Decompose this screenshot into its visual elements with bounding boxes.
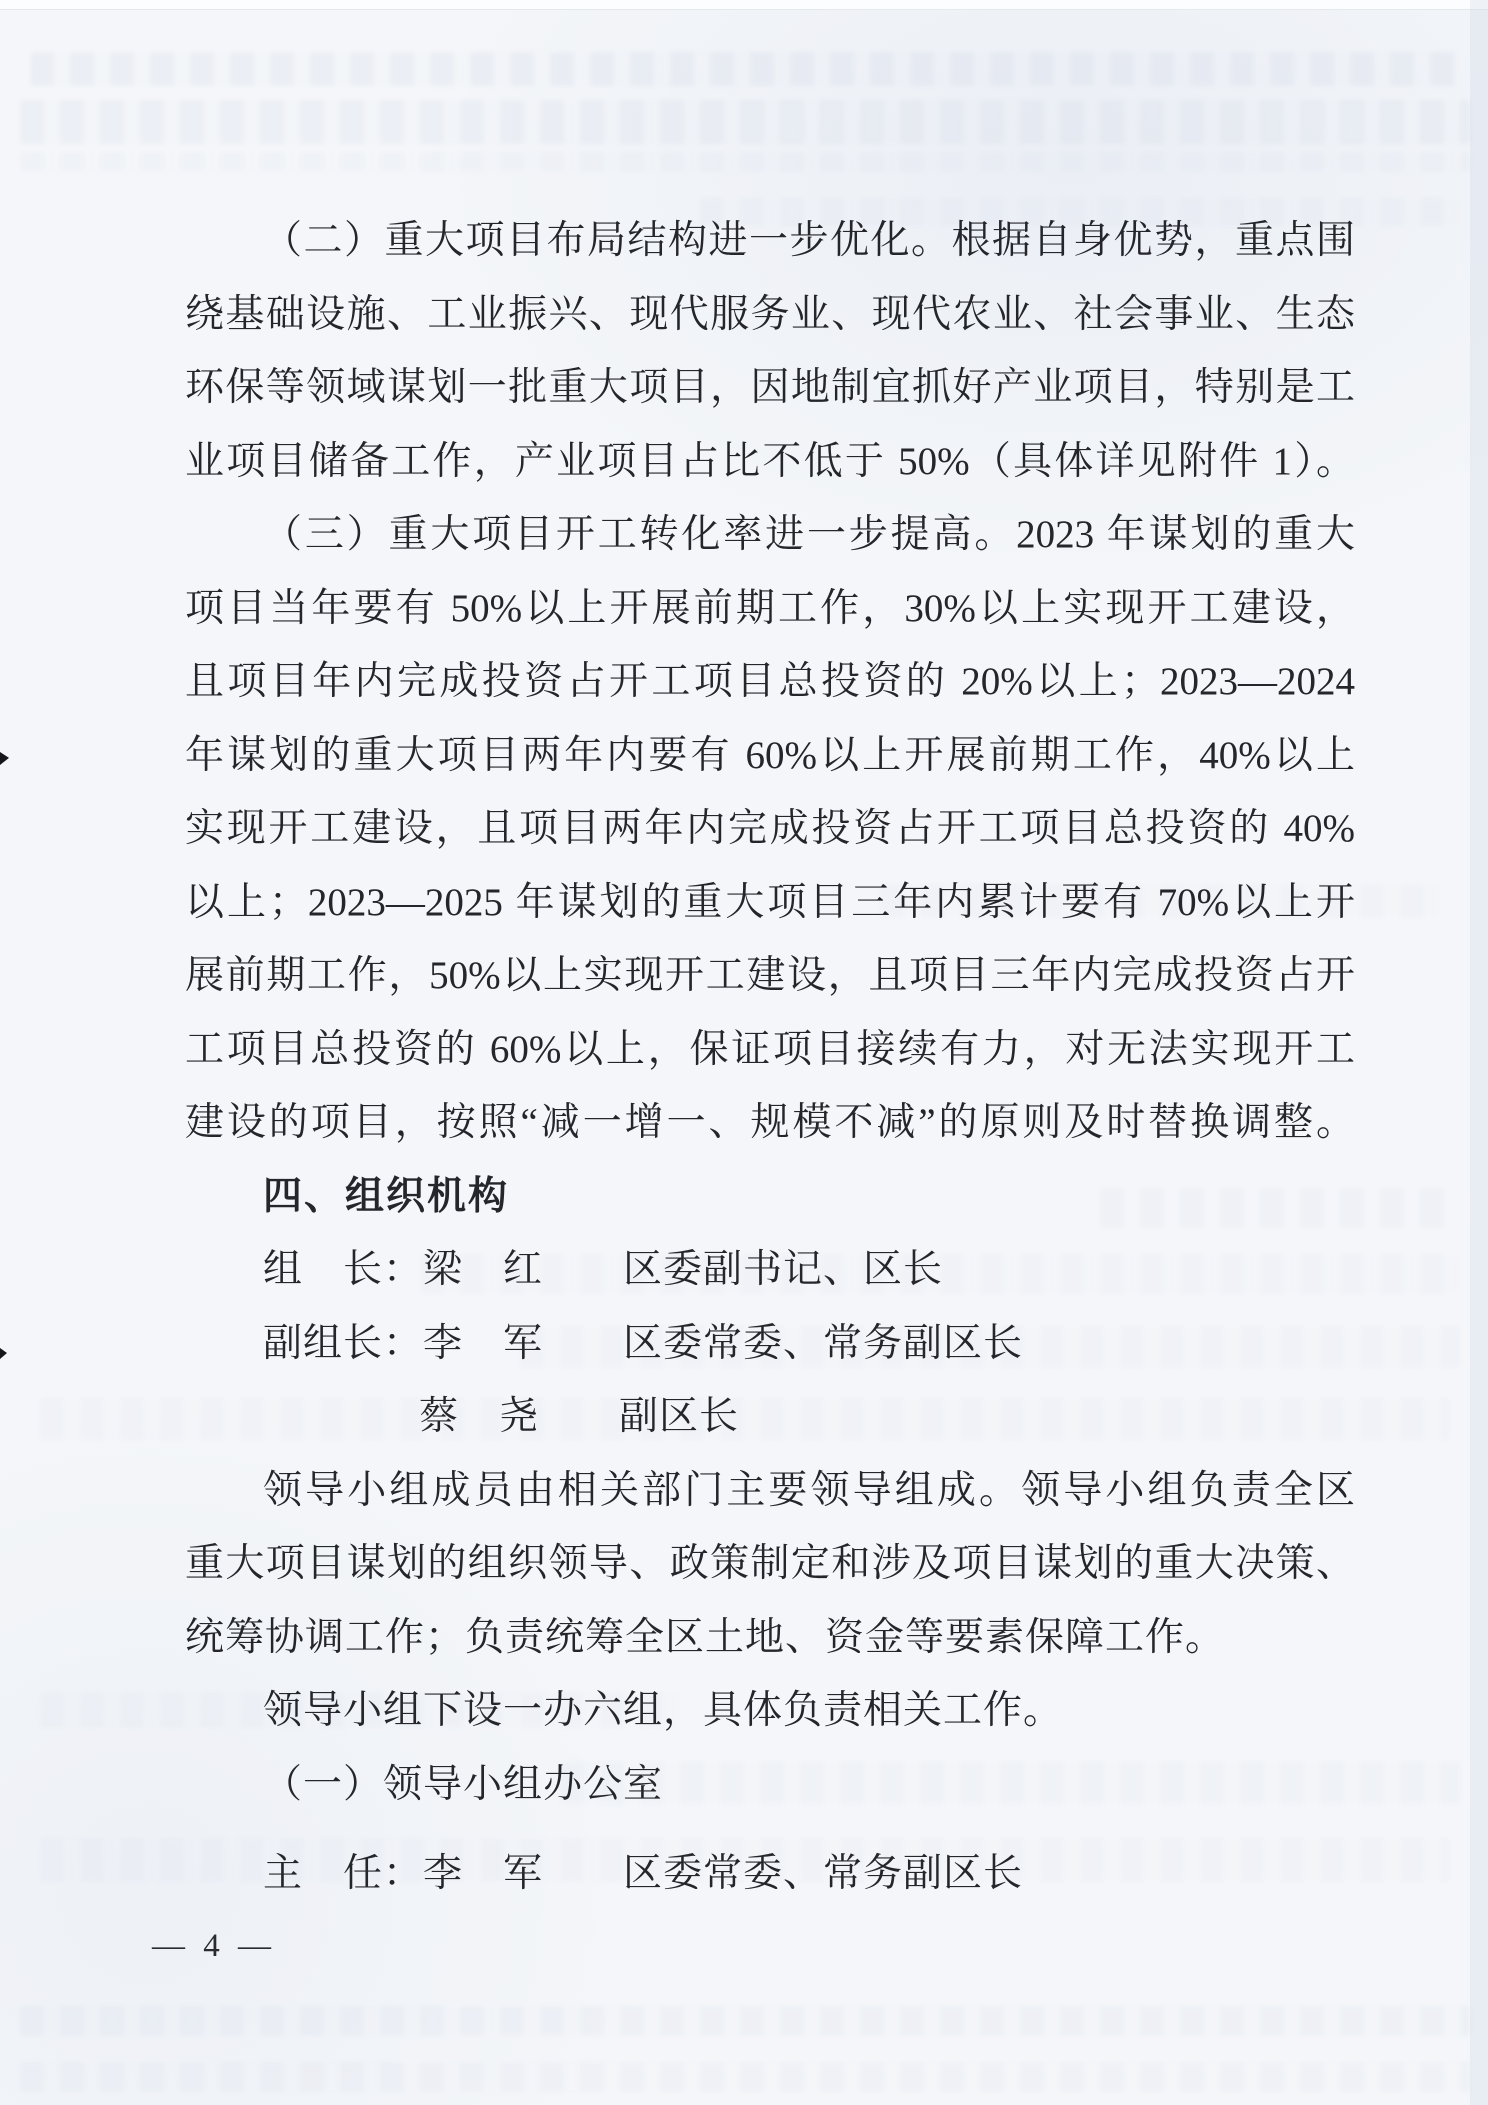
para-start-conversion-line: 展前期工作，50%以上实现开工建设，且项目三年内完成投资占开 xyxy=(185,954,1355,997)
para-start-conversion-line: 以上；2023—2025 年谋划的重大项目三年内累计要有 70%以上开 xyxy=(185,880,1355,924)
scan-edge-right xyxy=(1470,0,1488,2105)
line-office-director: 主 任：李 军 区委常委、常务副区长 xyxy=(263,1852,1024,1895)
line-deputy-leader: 副组长：李 军 区委常委、常务副区长 xyxy=(263,1321,1024,1365)
para-project-layout-line: （二）重大项目布局结构进一步优化。根据自身优势，重点围 xyxy=(263,219,1355,262)
scan-ghost-artifact xyxy=(20,100,1470,144)
document-body xyxy=(185,204,1355,1911)
para-leading-group-line: 重大项目谋划的组织领导、政策制定和涉及项目谋划的重大决策、 xyxy=(185,1542,1355,1585)
scan-ghost-artifact xyxy=(20,152,1470,172)
line-deputy-leader-2: 蔡 尧 副区长 xyxy=(419,1395,740,1438)
scan-ghost-artifact xyxy=(30,52,1460,86)
para-project-layout-line: 环保等领域谋划一批重大项目，因地制宜抓好产业项目，特别是工 xyxy=(185,366,1355,409)
scan-ghost-artifact xyxy=(20,2062,1470,2092)
para-start-conversion-line: 工项目总投资的 60%以上，保证项目接续有力，对无法实现开工 xyxy=(185,1027,1355,1071)
scan-edge-mark xyxy=(0,1348,7,1359)
para-leading-group-line: 领导小组成员由相关部门主要领导组成。领导小组负责全区 xyxy=(263,1468,1355,1512)
para-start-conversion-line: 建设的项目，按照“减一增一、规模不减”的原则及时替换调整。 xyxy=(185,1101,1355,1144)
para-one-office-six-groups: 领导小组下设一办六组，具体负责相关工作。 xyxy=(263,1689,1064,1732)
scan-ghost-artifact xyxy=(20,2006,1470,2036)
scan-edge-mark xyxy=(0,752,9,765)
para-project-layout-line: 绕基础设施、工业振兴、现代服务业、现代农业、社会事业、生态 xyxy=(185,292,1355,336)
para-leading-group-line: 统筹协调工作；负责统筹全区土地、资金等要素保障工作。 xyxy=(185,1615,1226,1659)
para-start-conversion-line: 项目当年要有 50%以上开展前期工作，30%以上实现开工建设， xyxy=(185,586,1355,630)
line-group-leader: 组 长：梁 红 区委副书记、区长 xyxy=(263,1248,944,1291)
para-start-conversion-line: 年谋划的重大项目两年内要有 60%以上开展前期工作，40%以上 xyxy=(185,733,1355,777)
para-project-layout-line: 业项目储备工作，产业项目占比不低于 50%（具体详见附件 1）。 xyxy=(185,439,1355,483)
line-office-heading: （一）领导小组办公室 xyxy=(263,1762,664,1806)
para-start-conversion-line: 实现开工建设，且项目两年内完成投资占开工项目总投资的 40% xyxy=(185,807,1355,850)
para-start-conversion-line: （三）重大项目开工转化率进一步提高。2023 年谋划的重大 xyxy=(263,513,1355,556)
scan-edge-top xyxy=(0,0,1488,10)
heading-organization: 四、组织机构 xyxy=(263,1174,510,1218)
para-start-conversion-line: 且项目年内完成投资占开工项目总投资的 20%以上；2023—2024 xyxy=(185,660,1355,703)
page-number: — 4 — xyxy=(152,1928,276,1964)
